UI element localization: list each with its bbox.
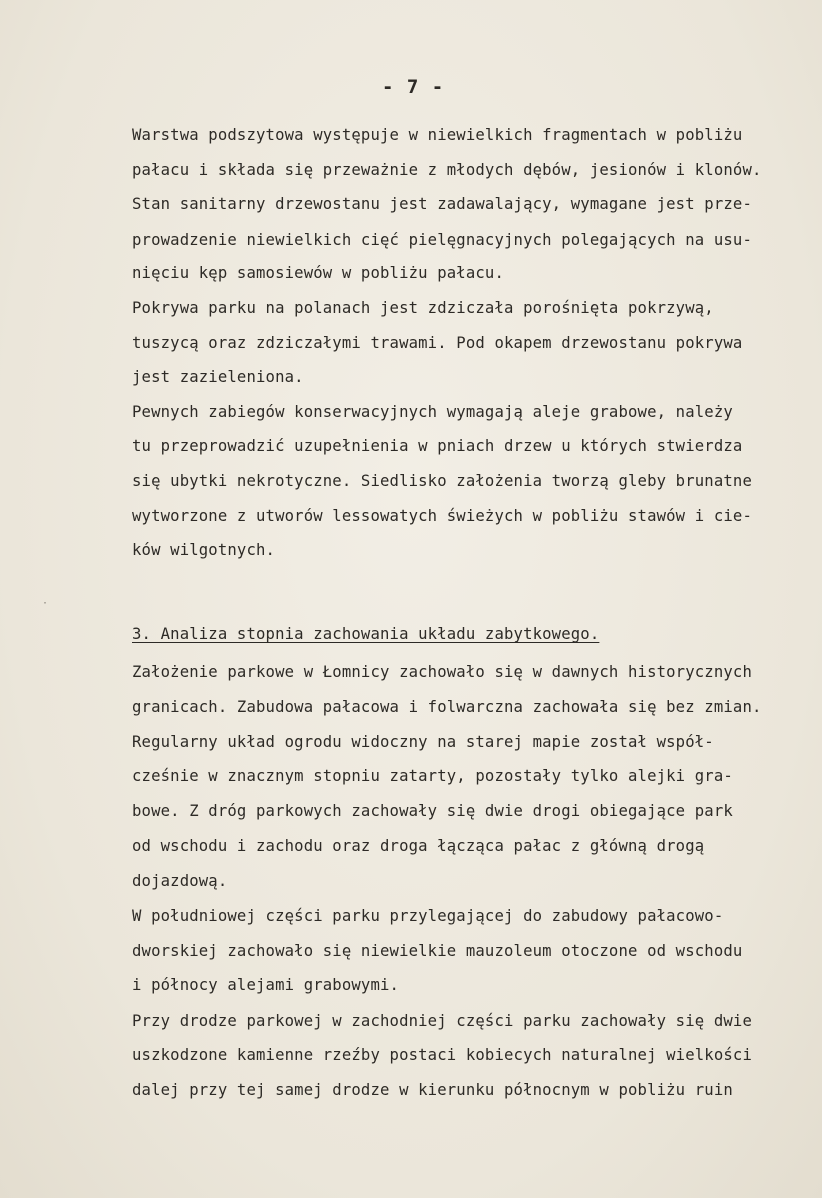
text-line: pałacu i składa się przeważnie z młodych dębów, jesionów i klonów.	[132, 161, 762, 179]
text-line: bowe. Z dróg parkowych zachowały się dwie drogi obiegające park	[132, 802, 733, 820]
text-line: Warstwa podszytowa występuje w niewielkich fragmentach w pobliżu	[132, 126, 743, 144]
text-line: i północy alejami grabowymi.	[132, 976, 400, 994]
text-line: Pokrywa parku na polanach jest zdziczała porośnięta pokrzywą,	[132, 299, 714, 317]
text-line: jest zazieleniona.	[132, 368, 304, 386]
page-number: - 7 -	[382, 76, 445, 98]
text-line: Przy drodze parkowej w zachodniej części parku zachowały się dwie	[132, 1012, 752, 1030]
text-line: dojazdową.	[132, 872, 228, 890]
text-line: od wschodu i zachodu oraz droga łącząca pałac z główną drogą	[132, 837, 705, 855]
text-line: Stan sanitarny drzewostanu jest zadawalający, wymagane jest prze-	[132, 195, 752, 213]
text-line: dworskiej zachowało się niewielkie mauzoleum otoczone od wschodu	[132, 942, 743, 960]
text-line: wytworzone z utworów lessowatych świeżych w pobliżu stawów i cie-	[132, 507, 752, 525]
text-line: Założenie parkowe w Łomnicy zachowało się w dawnych historycznych	[132, 663, 752, 681]
text-line: Pewnych zabiegów konserwacyjnych wymagają aleje grabowe, należy	[132, 403, 733, 421]
text-line: ków wilgotnych.	[132, 541, 276, 559]
text-line: W południowej części parku przylegającej do zabudowy pałacowo-	[132, 907, 724, 925]
text-line: nięciu kęp samosiewów w pobliżu pałacu.	[132, 264, 504, 282]
text-line: tu przeprowadzić uzupełnienia w pniach drzew u których stwierdza	[132, 437, 743, 455]
text-line: się ubytki nekrotyczne. Siedlisko założenia tworzą gleby brunatne	[132, 472, 752, 490]
text-line: uszkodzone kamienne rzeźby postaci kobiecych naturalnej wielkości	[132, 1046, 752, 1064]
text-line: dalej przy tej samej drodze w kierunku północnym w pobliżu ruin	[132, 1081, 733, 1099]
text-line: cześnie w znacznym stopniu zatarty, pozostały tylko alejki gra-	[132, 767, 733, 785]
text-line: prowadzenie niewielkich cięć pielęgnacyjnych polegających na usu-	[132, 231, 752, 249]
section-heading: 3. Analiza stopnia zachowania układu zabytkowego.	[132, 625, 600, 643]
text-line: Regularny układ ogrodu widoczny na starej mapie został współ-	[132, 733, 714, 751]
text-line: tuszycą oraz zdziczałymi trawami. Pod okapem drzewostanu pokrywa	[132, 334, 743, 352]
paper-mark: ·	[42, 598, 49, 609]
text-line: granicach. Zabudowa pałacowa i folwarczna zachowała się bez zmian.	[132, 698, 762, 716]
